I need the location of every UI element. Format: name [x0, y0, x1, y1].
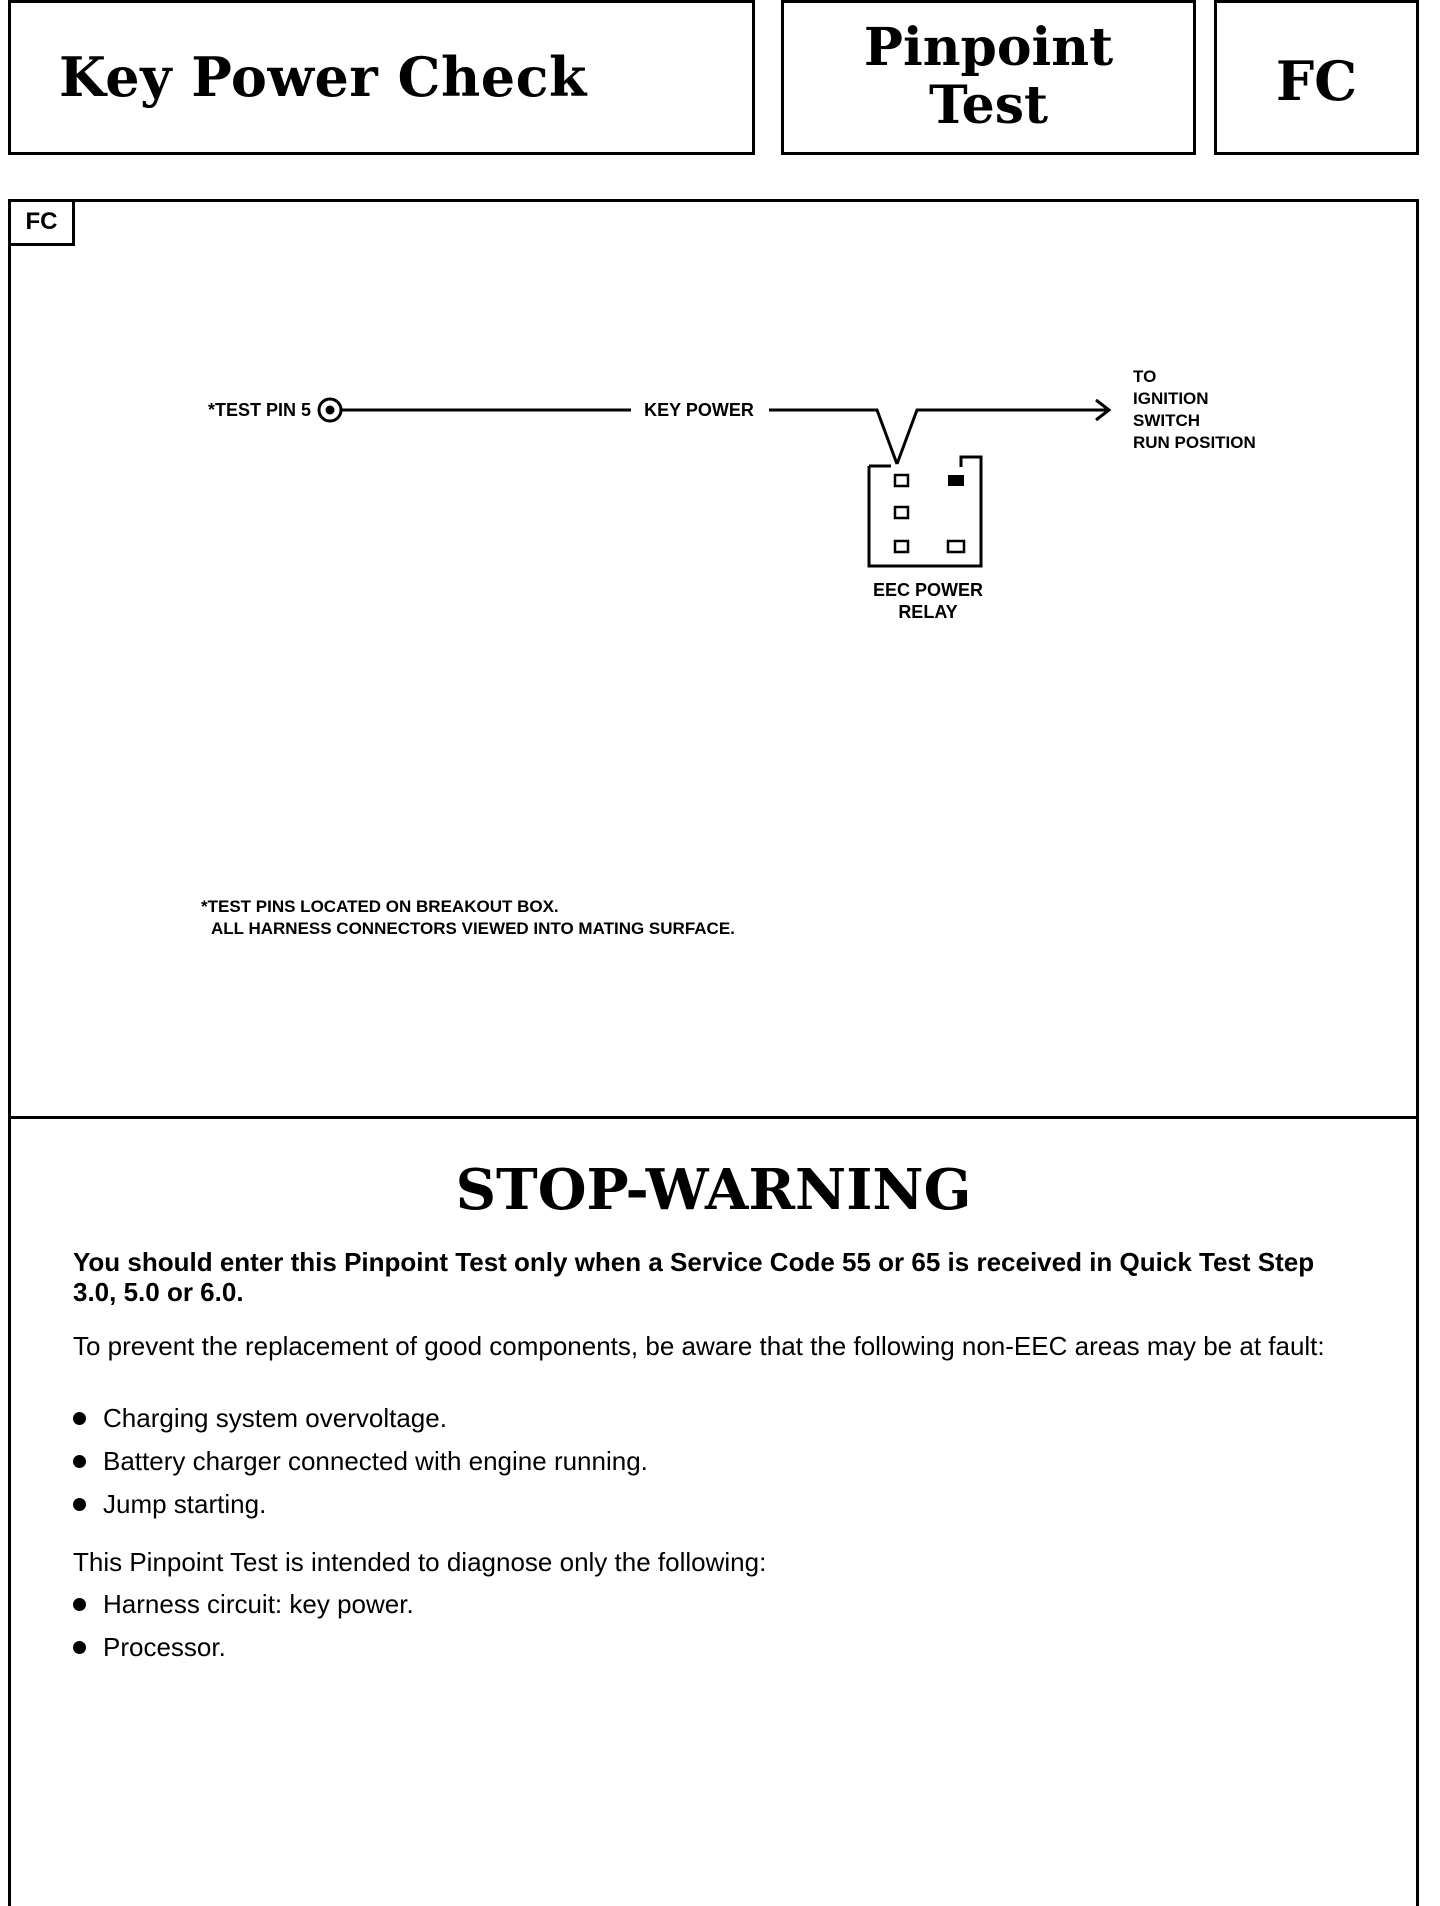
test-type-line1: Pinpoint: [863, 17, 1114, 78]
wiring-diagram: [11, 202, 1416, 1116]
relay-connector: [869, 457, 981, 566]
scope-list: [73, 1589, 414, 1675]
destination-line4: RUN POSITION: [1133, 433, 1256, 452]
wire-to-ignition: [897, 410, 1106, 464]
list-item: Jump starting.: [73, 1489, 648, 1532]
list-item: Charging system overvoltage.: [73, 1403, 648, 1446]
test-code-box: [1214, 0, 1419, 155]
destination-line2: IGNITION: [1133, 389, 1209, 408]
fault-intro: To prevent the replacement of good components, be aware that the following non-EEC areas may be at fault:: [73, 1331, 1325, 1361]
diagram-panel: [8, 199, 1419, 1119]
fault-causes-list: [73, 1403, 648, 1532]
relay-label-line1: EEC POWER: [872, 580, 984, 600]
test-type-box: [781, 0, 1196, 155]
destination-line3: SWITCH: [1133, 411, 1201, 430]
wire-to-relay: [769, 410, 897, 464]
entry-condition-note: You should enter this Pinpoint Test only when a Service Code 55 or 65 is received in Quick Test Step 3.0, 5.0 or 6.0.: [73, 1247, 1315, 1307]
warning-title: STOP-WARNING: [455, 1157, 972, 1223]
list-item: Harness circuit: key power.: [73, 1589, 414, 1632]
relay-label-line2: RELAY: [898, 602, 958, 622]
page-title: Key Power Check: [59, 45, 587, 109]
title-box: [8, 0, 755, 155]
test-code: FC: [1275, 49, 1358, 113]
test-pin-icon: [319, 399, 341, 421]
destination-line1: TO: [1133, 367, 1157, 386]
panel-tag: FC: [11, 202, 75, 246]
warning-panel: [8, 1116, 1419, 1906]
list-item: Battery charger connected with engine running.: [73, 1446, 648, 1489]
scope-intro: This Pinpoint Test is intended to diagnose only the following:: [73, 1547, 767, 1577]
list-item: Processor.: [73, 1632, 414, 1675]
test-type-line2: Test: [928, 75, 1049, 136]
wire-label: KEY POWER: [644, 400, 754, 420]
test-pin-label: *TEST PIN 5: [207, 400, 311, 420]
footnote-line1: *TEST PINS LOCATED ON BREAKOUT BOX.: [201, 897, 559, 916]
footnote-line2: ALL HARNESS CONNECTORS VIEWED INTO MATING SURFACE.: [211, 919, 735, 938]
